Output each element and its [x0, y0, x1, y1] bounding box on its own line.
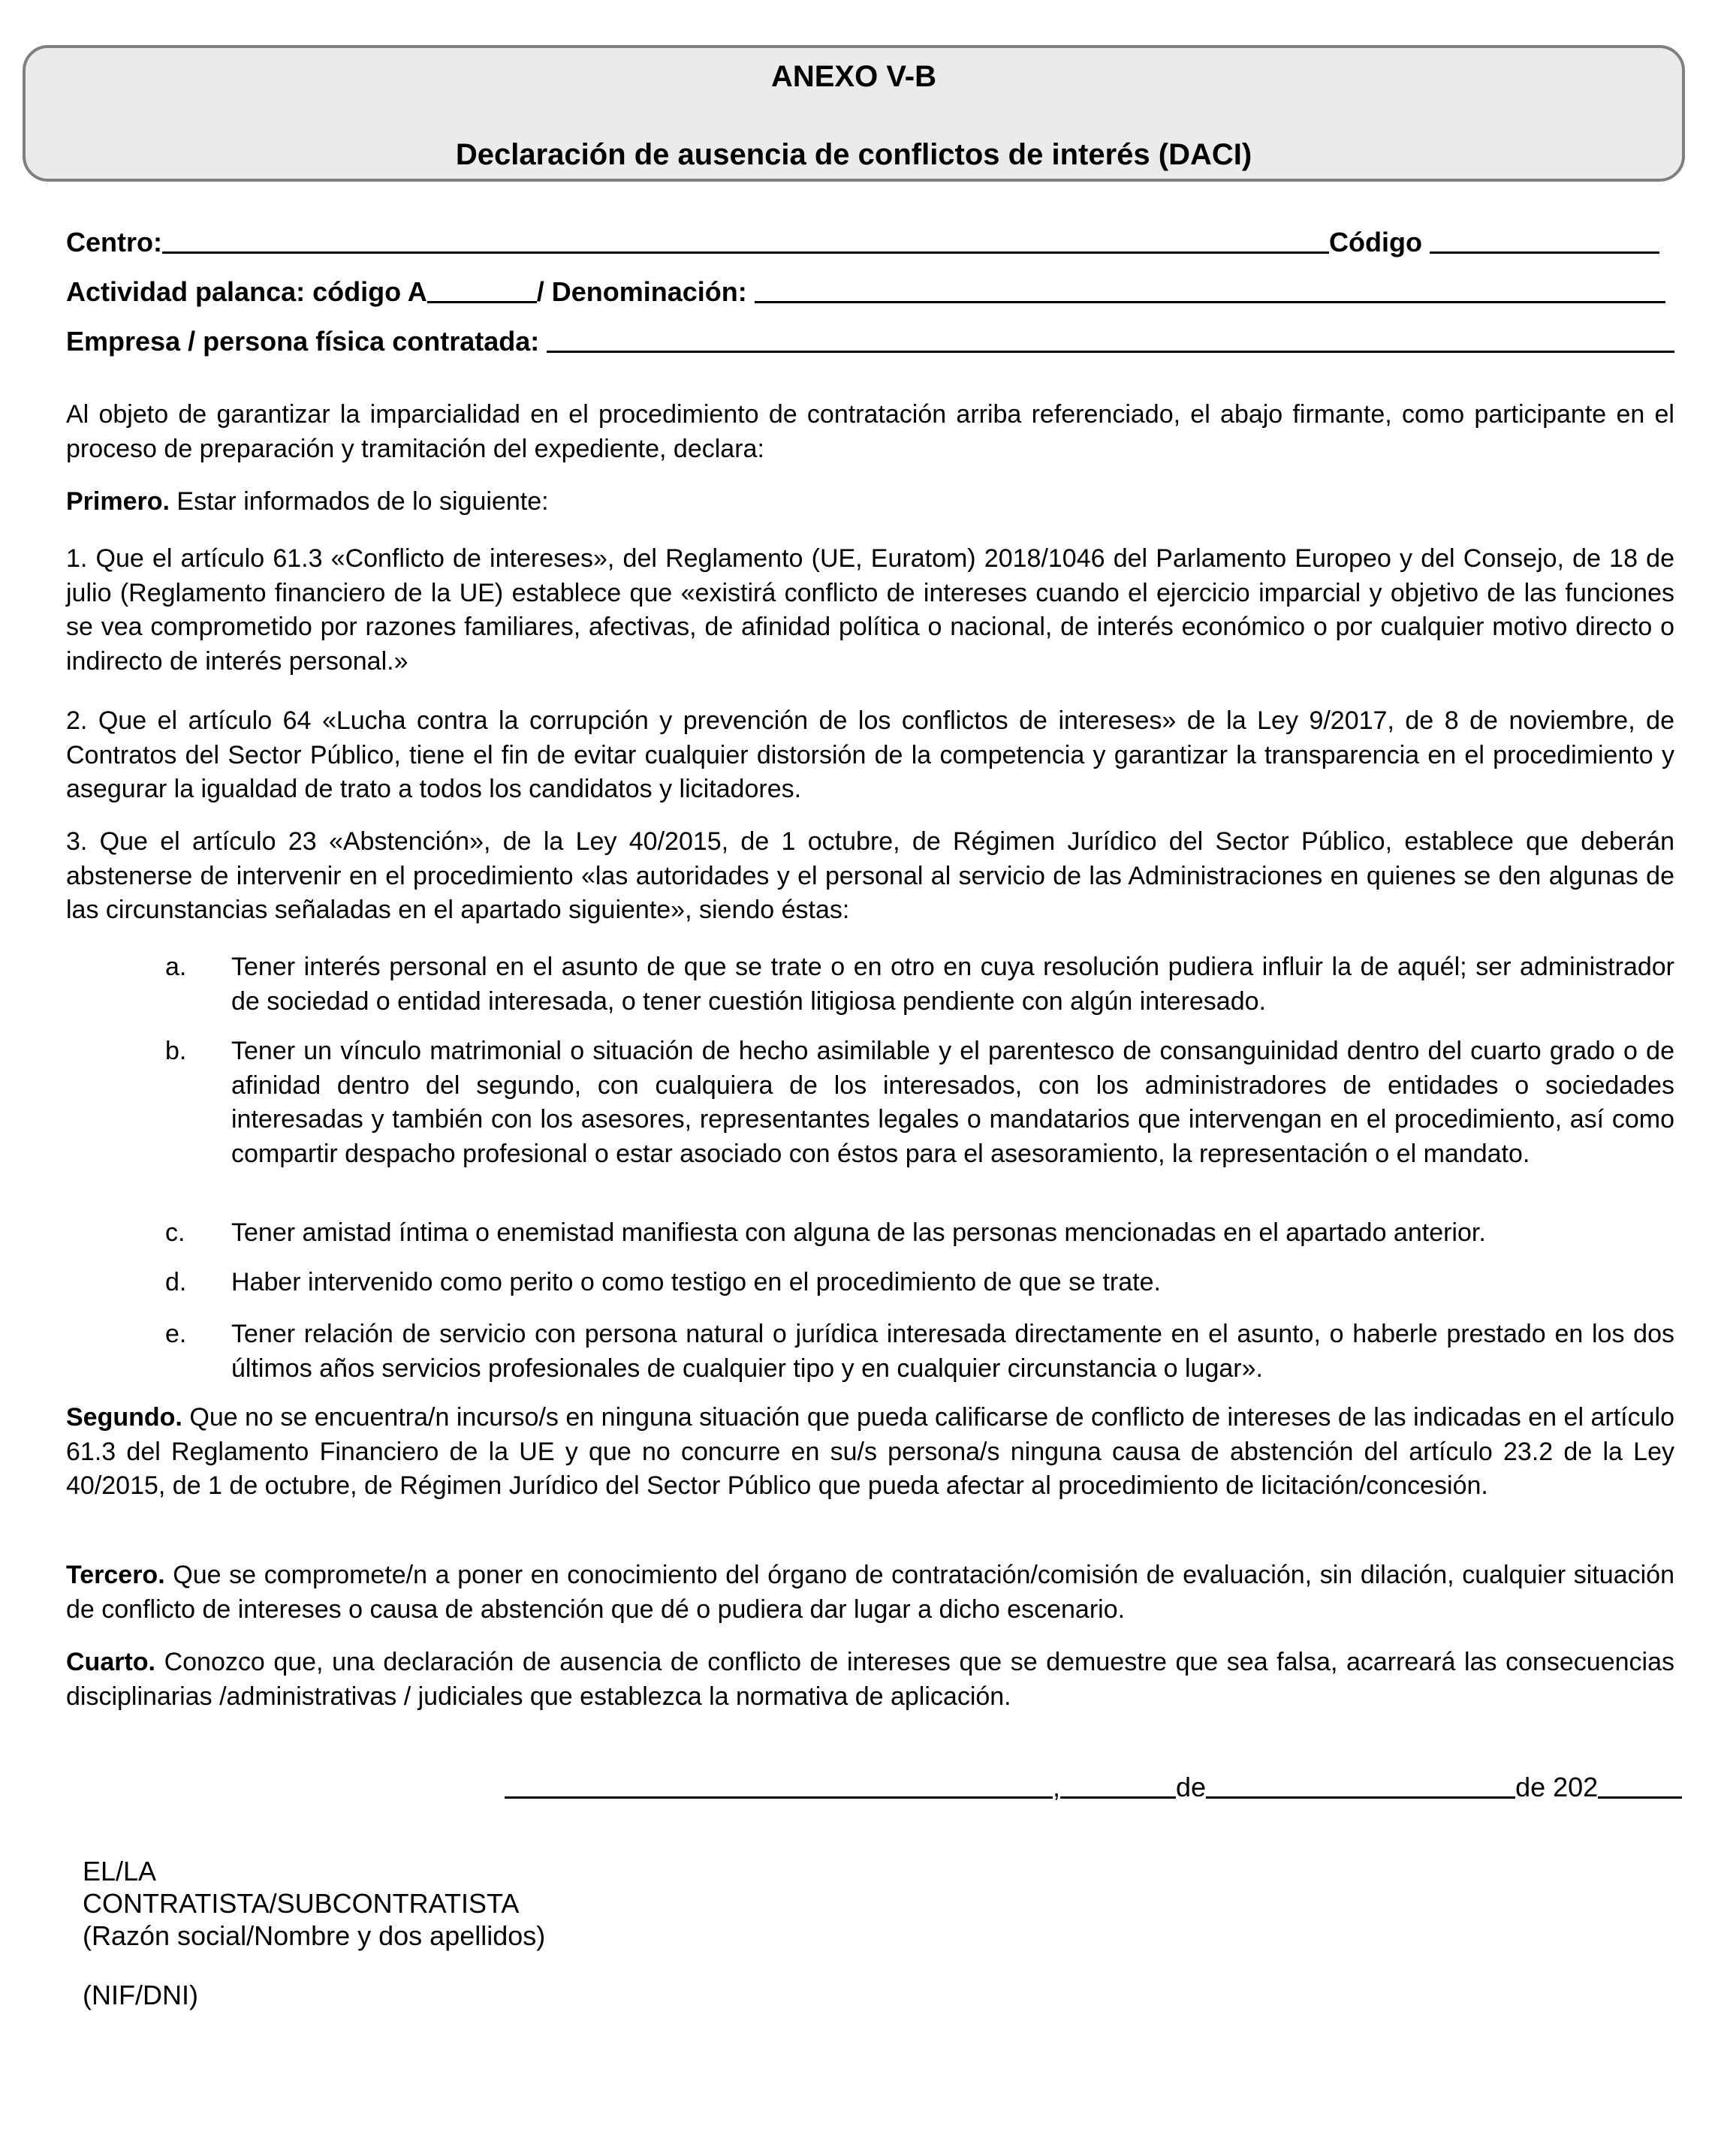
list-item-c [66, 1216, 1674, 1251]
codigo-label: Código [1329, 227, 1422, 257]
cuarto-label: Cuarto. [66, 1648, 155, 1676]
item-letter: d. [165, 1268, 187, 1296]
list-item-d [66, 1266, 1674, 1300]
header-box [23, 45, 1685, 182]
item-letter: a. [165, 953, 187, 981]
signature-line-1: EL/LA [83, 1856, 157, 1886]
centro-field[interactable] [162, 251, 1329, 254]
signature-block [83, 1855, 545, 1952]
centro-label: Centro: [66, 227, 162, 257]
segundo-paragraph [66, 1401, 1674, 1504]
day-field[interactable] [1060, 1796, 1176, 1799]
item-letter: e. [165, 1320, 187, 1348]
cuarto-text: Conozco que, una declaración de ausencia de conflicto de intereses que se demuestre que sea falsa, acarreará las consecuencias disciplinarias /administrativas / judiciales que establezca la normativa de aplicación. [66, 1648, 1674, 1711]
nif-dni: (NIF/DNI) [83, 1980, 198, 2010]
empresa-field[interactable] [547, 351, 1674, 353]
intro-paragraph: Al objeto de garantizar la imparcialidad en el procedimiento de contratación arriba referenciado, el abajo firmante, como participante en el proceso de preparación y tramitación del expediente, declara: [66, 400, 1674, 463]
primero-paragraph [66, 485, 1674, 519]
signature-line-2: CONTRATISTA/SUBCONTRATISTA [83, 1888, 520, 1919]
denominacion-label: / Denominación: [536, 276, 747, 307]
point-1: 1. Que el artículo 61.3 «Conflicto de intereses», del Reglamento (UE, Euratom) 2018/1046 del Parlamento Europeo y del Consejo, de 18 de julio (Reglamento financiero de la UE) establece que «existirá conflicto de intereses cuando el ejercicio imparcial y objetivo de las funciones se vea comprometido por razones familiares, afectivas, de afinidad política o nacional, de interés económico o por cualquier motivo directo o indirecto de interés personal.» [66, 544, 1674, 676]
segundo-label: Segundo. [66, 1403, 182, 1432]
codigo-a-field[interactable] [427, 301, 537, 303]
date-comma: , [1053, 1772, 1061, 1802]
segundo-text: Que no se encuentra/n incurso/s en ninguna situación que pueda calificarse de conflicto de intereses de las indicadas en el artículo 61.3 del Reglamento Financiero de la UE y que no concurre en su/s persona/s ninguna causa de abstención del artículo 23.2 de la Ley 40/2015, de 1 de octubre, de Régimen Jurídico del Sector Público que pueda afectar al procedimiento de licitación/concesión. [66, 1403, 1674, 1500]
year-field[interactable] [1598, 1796, 1682, 1799]
item-letter: b. [165, 1037, 187, 1065]
primero-text: Estar informados de lo siguiente: [169, 487, 549, 516]
actividad-row [66, 273, 1674, 308]
month-field[interactable] [1206, 1796, 1515, 1799]
list-item-e [66, 1317, 1674, 1386]
date-de-1: de [1176, 1772, 1207, 1802]
denominacion-field[interactable] [755, 301, 1665, 303]
centro-row [66, 224, 1674, 258]
tercero-text: Que se compromete/n a poner en conocimiento del órgano de contratación/comisión de evaluación, sin dilación, cualquier situación de conflicto de intereses o causa de abstención que dé o pudiera dar lugar a dicho escenario. [66, 1561, 1674, 1624]
list-item-b [66, 1034, 1674, 1171]
date-de-2: de 202 [1515, 1772, 1599, 1802]
primero-label: Primero. [66, 487, 170, 516]
item-text: Tener relación de servicio con persona natural o jurídica interesada directamente en el asunto, o haberle prestado en los dos últimos años servicios profesionales de cualquier tipo y en cualquier circunstancia o lugar». [231, 1320, 1674, 1383]
cuarto-paragraph [66, 1646, 1674, 1714]
empresa-row [66, 323, 1674, 357]
item-text: Tener amistad íntima o enemistad manifiesta con alguna de las personas mencionadas en el apartado anterior. [231, 1218, 1486, 1247]
item-text: Tener un vínculo matrimonial o situación de hecho asimilable y el parentesco de consanguinidad dentro del cuarto grado o de afinidad dentro del segundo, con cualquiera de los interesados, con los administradores de entidades o sociedades interesadas y también con los asesores, representantes legales o mandatarios que intervengan en el procedimiento, así como compartir despacho profesional o estar asociado con éstos para el asesoramiento, la representación o el mandato. [231, 1037, 1674, 1168]
point-3: 3. Que el artículo 23 «Abstención», de la Ley 40/2015, de 1 octubre, de Régimen Jurídico del Sector Público, establece que deberán abstenerse de intervenir en el procedimiento «las autoridades y el personal al servicio de las Administraciones en quienes se den algunas de las circunstancias señaladas en el apartado siguiente», siendo éstas: [66, 827, 1674, 924]
empresa-label: Empresa / persona física contratada: [66, 326, 540, 357]
actividad-label: Actividad palanca: código A [66, 276, 427, 307]
signature-line-3: (Razón social/Nombre y dos apellidos) [83, 1920, 546, 1951]
point-2: 2. Que el artículo 64 «Lucha contra la corrupción y prevención de los conflictos de intereses» de la Ley 9/2017, de 8 de noviembre, de Contratos del Sector Público, tiene el fin de evitar cualquier distorsión de la competencia y garantizar la transparencia en el procedimiento y asegurar la igualdad de trato a todos los candidatos y licitadores. [66, 706, 1674, 803]
annex-title: ANEXO V-B [770, 60, 937, 93]
place-field[interactable] [505, 1796, 1053, 1799]
tercero-label: Tercero. [66, 1561, 165, 1589]
item-letter: c. [165, 1218, 185, 1247]
date-place-line [505, 1769, 1682, 1803]
item-text: Tener interés personal en el asunto de que se trate o en otro en cuya resolución pudiera influir la de aquél; ser administrador de sociedad o entidad interesada, o tener cuestión litigiosa pendiente con algún interesado. [231, 953, 1674, 1016]
tercero-paragraph [66, 1558, 1674, 1627]
item-text: Haber intervenido como perito o como testigo en el procedimiento de que se trate. [231, 1268, 1161, 1296]
document-title: Declaración de ausencia de conflictos de interés (DACI) [455, 138, 1252, 171]
list-item-a [66, 950, 1674, 1019]
codigo-field[interactable] [1430, 251, 1659, 254]
